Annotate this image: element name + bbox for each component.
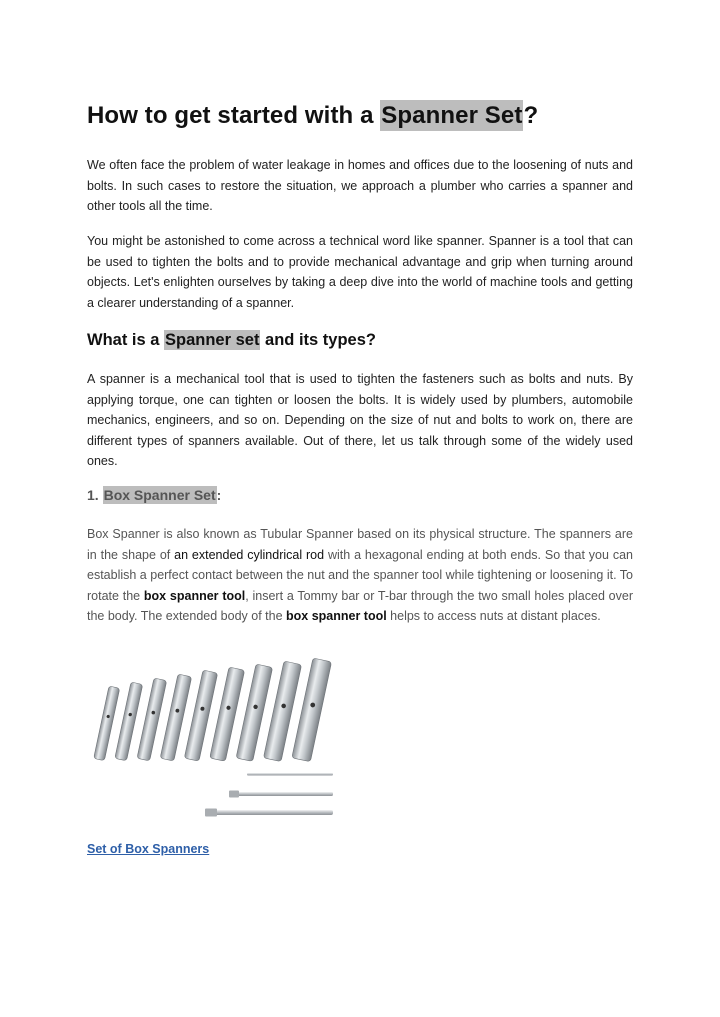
subsection-highlight: Box Spanner Set [103, 487, 216, 503]
intro-paragraph-1: We often face the problem of water leakage in homes and offices due to the loosening of nuts and bolts. In such cases to restore the situation, we approach a plumber who carries a spanner and other tools all the time. [87, 158, 633, 213]
subsection-suffix: : [216, 487, 222, 503]
section-heading-highlight: Spanner set [165, 331, 260, 349]
intro-paragraph-2: You might be astonished to come across a technical word like spanner. Spanner is a tool that can be used to tighten the bolts and to provide mechanical advantage and grip when turning around objects. Let's enlighten ourselves by taking a deep dive into the world of machine tools and getting a clearer understanding of a spanner. [87, 234, 633, 310]
figure-caption-link[interactable]: Set of Box Spanners [87, 842, 210, 856]
tommy-bars [205, 773, 333, 817]
title-text: How to get started with a [87, 102, 381, 129]
box-text-3: , insert a Tommy bar or T-bar through the two small holes placed over the body. The extended body of the [87, 588, 633, 623]
box-text-4: helps to access nuts at distant places. [386, 609, 601, 623]
tube-spanners [94, 658, 332, 762]
page-title [87, 102, 538, 130]
title-highlight: Spanner Set [381, 102, 523, 129]
box-spanner-paragraph [87, 524, 633, 627]
box-text-bold-1: box spanner tool [143, 588, 246, 603]
box-spanner-set-image [87, 658, 347, 828]
title-suffix: ? [523, 102, 539, 129]
section-heading-suffix: and its types? [260, 331, 376, 349]
subsection-number: 1. [87, 487, 103, 503]
section-heading-spanner-set [87, 331, 376, 350]
box-text-emphasis: an extended cylindrical rod [174, 547, 325, 562]
box-text-2: with a hexagonal ending at both ends. So that you can establish a perfect contact between the nut and the spanner tool while tightening or loosening it. To rotate the [87, 547, 634, 603]
subsection-heading-box-spanner [87, 487, 221, 503]
section-heading-text: What is a [87, 331, 165, 349]
box-text-bold-2: box spanner tool [286, 609, 387, 623]
section-paragraph: A spanner is a mechanical tool that is used to tighten the fasteners such as bolts and nuts. By applying torque, one can tighten or loosen the bolts. It is widely used by plumbers, automobile mechanics, engineers, and so on. Depending on the size of nut and bolts to work on, there are different types of spanners available. Out of there, let us talk through some of the widely used ones. [87, 372, 633, 468]
box-text-1: Box Spanner is also known as Tubular Spanner based on its physical structure. The spanners are in the shape of [87, 527, 633, 562]
